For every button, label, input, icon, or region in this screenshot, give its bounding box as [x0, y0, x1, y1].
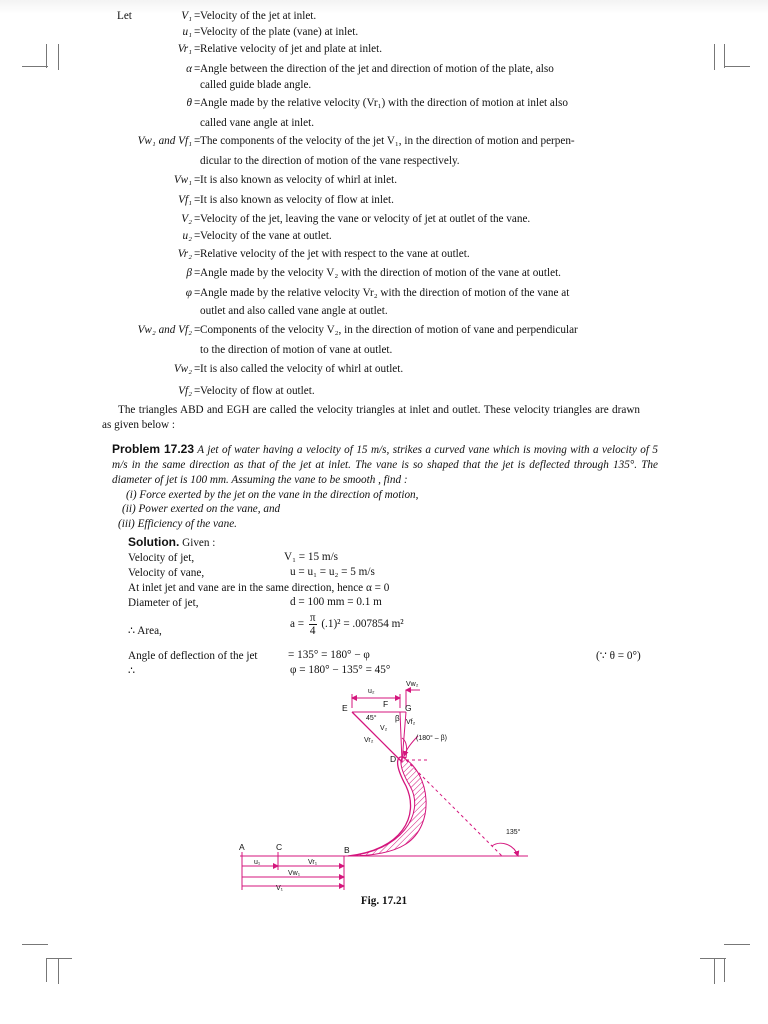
velocity-jet-value: V₁ = 15 m/s: [284, 551, 339, 563]
v1-label: V₁: [276, 885, 284, 892]
vr2-label: Vr₂: [364, 737, 374, 744]
inlet-note: At inlet jet and vane are in the same direction, hence α = 0: [128, 582, 390, 594]
velocity-outlet: [400, 712, 402, 762]
velocity-vane-value: u = u₁ = u₂ = 5 m/s: [290, 566, 375, 578]
let-label: Let: [117, 10, 132, 22]
problem-statement: [112, 442, 658, 488]
angle-180-beta-label: (180° – β): [416, 735, 447, 742]
definition-symbol: V₁: [181, 10, 192, 22]
theta-note: (∵ θ = 0°): [596, 650, 641, 662]
figure-caption: Fig. 17.21: [360, 895, 408, 907]
problem-item: (i) Force exerted by the jet on the vane in the direction of motion,: [126, 489, 419, 501]
triangles-note: The triangles ABD and EGH are called the velocity triangles at inlet and outlet. These velocity triangles are drawn as given below :: [102, 404, 640, 431]
velocity-jet-label: Velocity of jet,: [128, 552, 195, 564]
area-formula: a = $\frac{\pi}{4}$ (.1)² = .007854 m²: [290, 612, 404, 637]
point-c-label: C: [276, 842, 283, 852]
diameter-label: Diameter of jet,: [128, 597, 199, 609]
deflection-label: Angle of deflection of the jet: [128, 650, 258, 662]
therefore-symbol: ∴: [128, 665, 136, 677]
vane-shape: [348, 758, 426, 856]
velocity-vane-label: Velocity of vane,: [128, 567, 205, 579]
v2-label: V₂: [380, 725, 388, 732]
problem-number: Problem 17.23: [112, 442, 195, 456]
angle-135-label: 135°: [506, 829, 521, 836]
point-b-label: B: [344, 845, 350, 855]
area-fraction: $\frac{\pi}{4}$: [309, 612, 316, 637]
vf2-label: Vf₂: [406, 719, 416, 726]
point-f-label: F: [383, 699, 389, 709]
vw2-label: Vw₂: [406, 681, 419, 688]
angle-45-label: 45°: [366, 715, 377, 722]
definition-text: Velocity of the jet at inlet.: [200, 10, 317, 22]
u2-label: u₂: [368, 688, 375, 695]
point-d-label: D: [390, 754, 397, 764]
u1-label: u₁: [254, 859, 261, 866]
point-e-label: E: [342, 703, 348, 713]
problem-item: (ii) Power exerted on the vane, and: [122, 503, 281, 515]
beta-label: β: [395, 714, 400, 723]
problem-item: (iii) Efficiency of the vane.: [118, 518, 237, 530]
velocity-triangle-figure: [230, 674, 540, 894]
phi-value: φ = 180° − 135° = 45°: [290, 664, 391, 676]
point-a-label: A: [239, 842, 245, 852]
vr1-label: Vr₁: [308, 859, 318, 866]
diameter-value: d = 100 mm = 0.1 m: [290, 596, 382, 608]
vw1-label: Vw₁: [288, 870, 301, 877]
area-label: ∴ Area,: [128, 625, 162, 637]
solution-heading: Solution. Given :: [128, 535, 216, 549]
problem-text: A jet of water having a velocity of 15 m/s, strikes a curved vane which is moving with a velocity of 5 m/s in the same direction as that of the jet at inlet. The vane is so shaped that the jet is deflected through 135°. The diameter of jet is 100 mm. Assuming the vane to be smooth , find :: [112, 444, 658, 486]
point-g-label: G: [405, 703, 412, 713]
deflection-value: = 135° = 180° − φ: [288, 649, 370, 661]
top-shade: [0, 0, 768, 14]
